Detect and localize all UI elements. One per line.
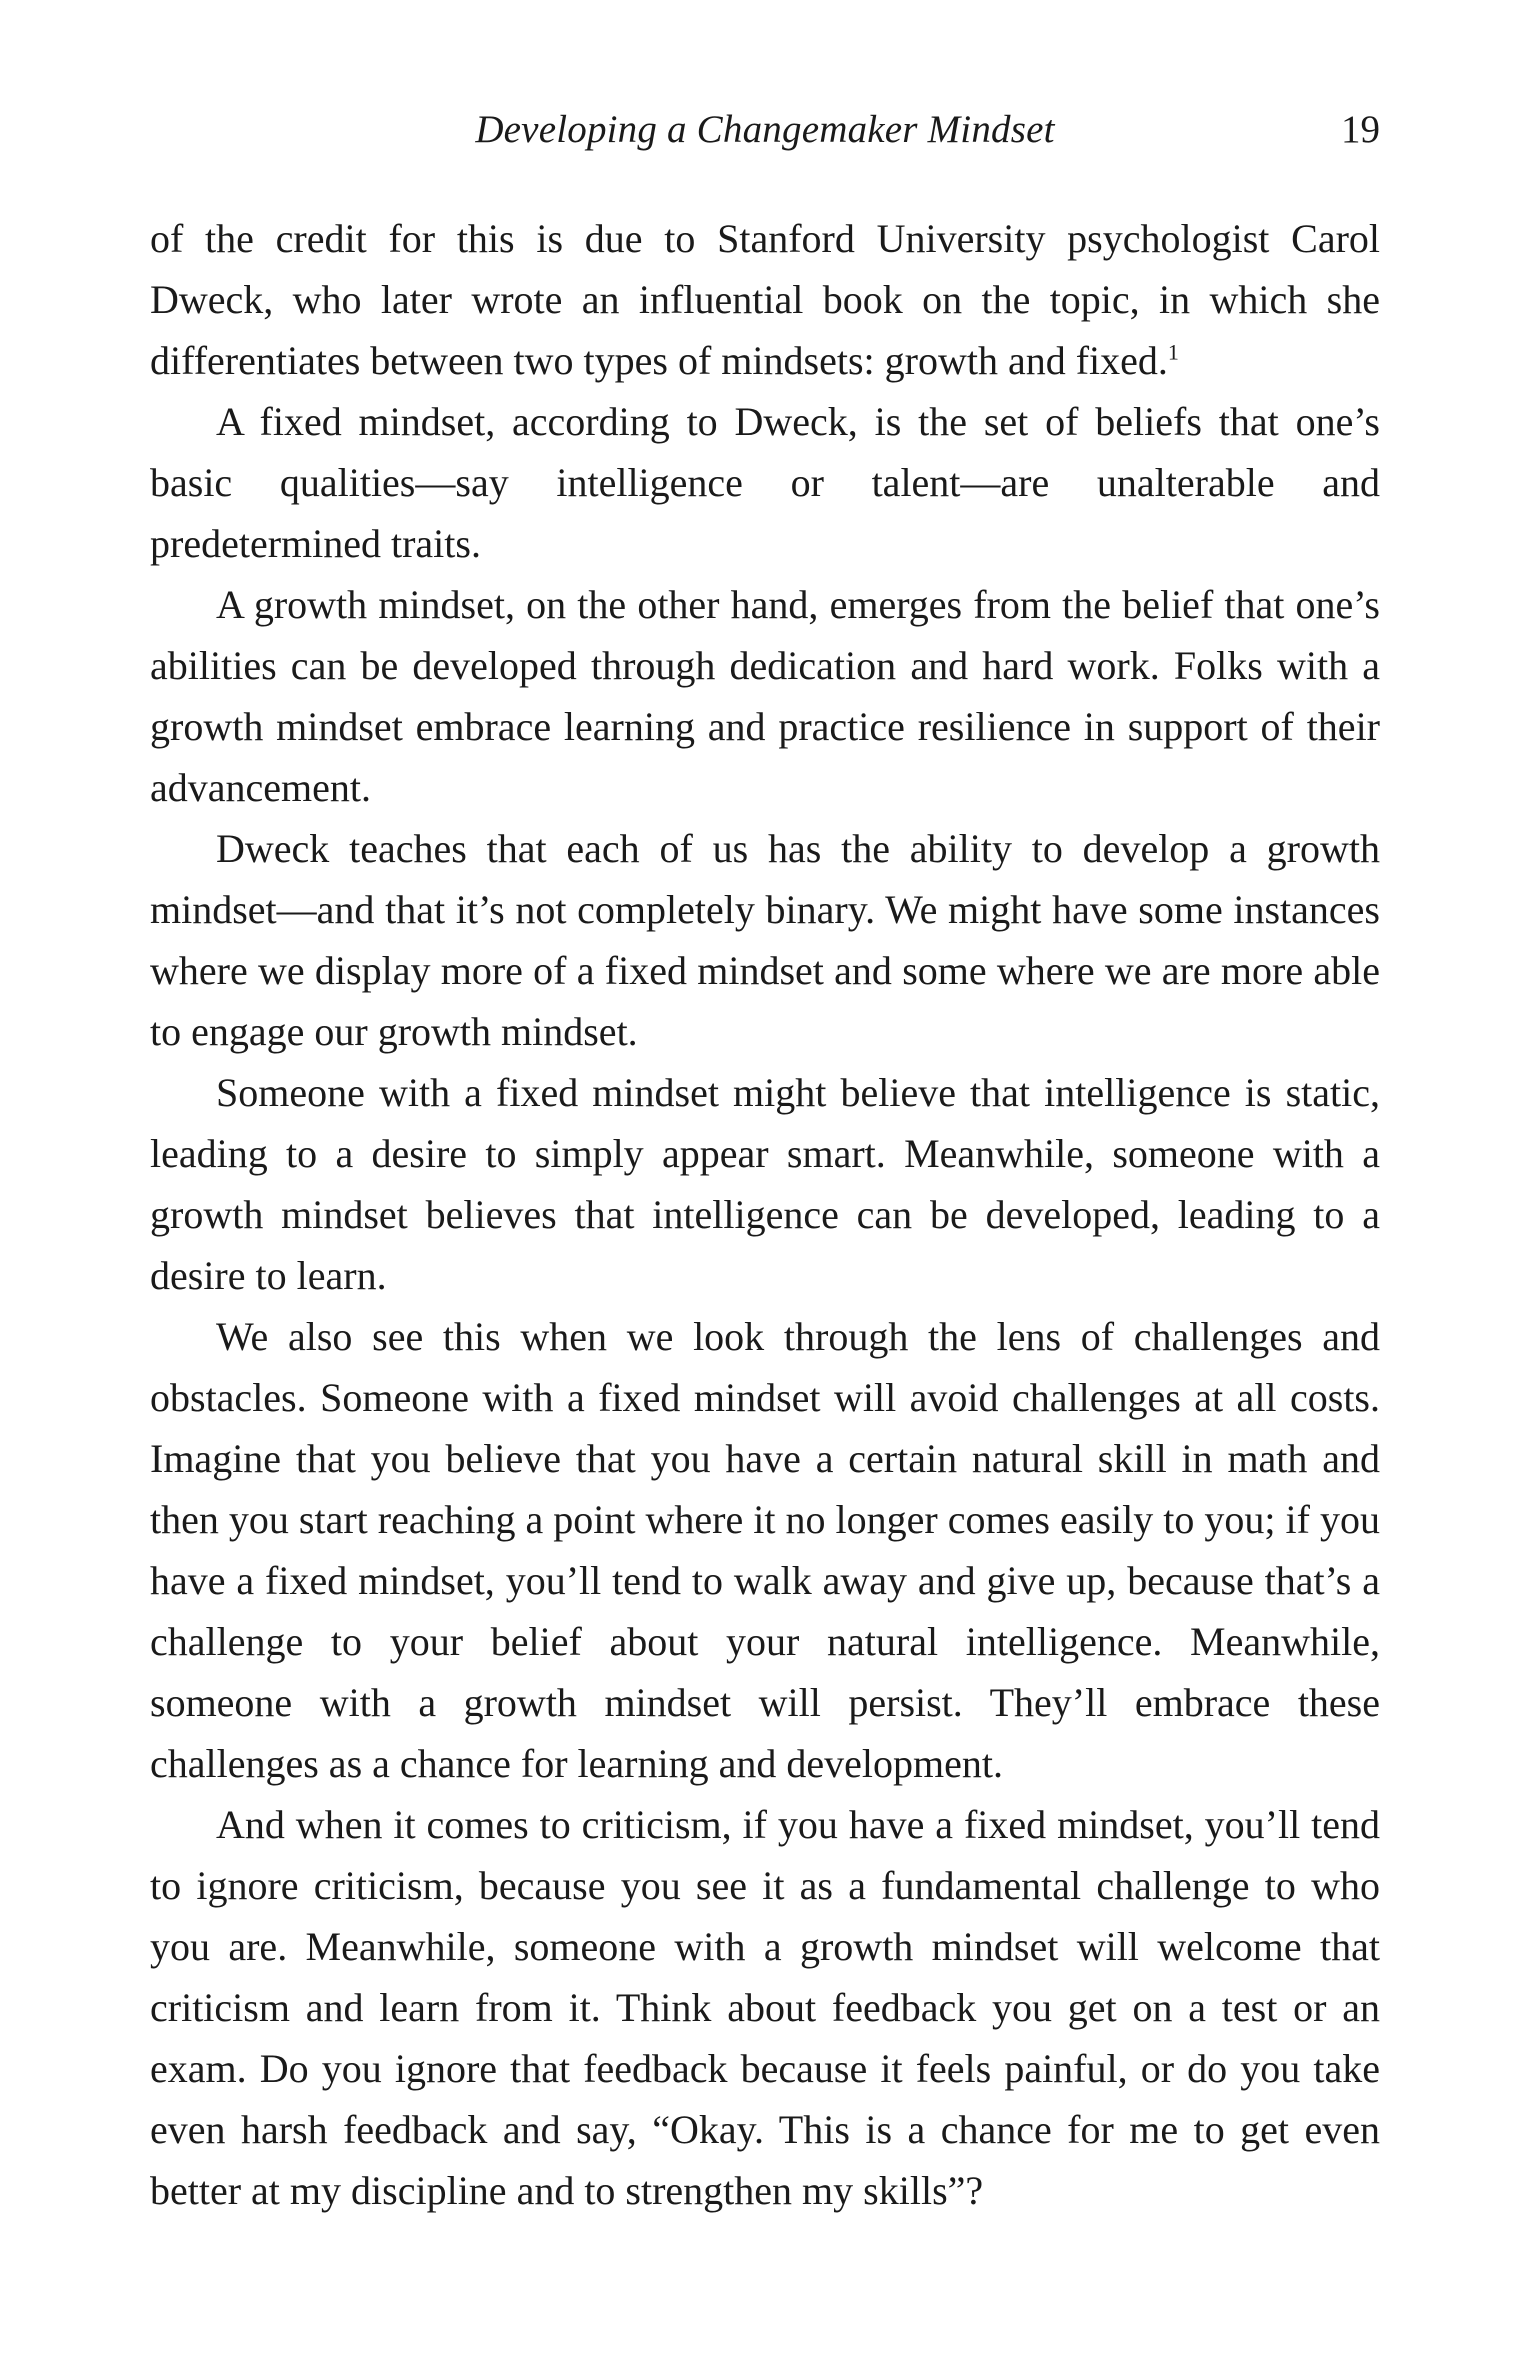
page-number: 19: [1341, 108, 1380, 151]
body-text: [150, 208, 1380, 2221]
paragraph-1: [150, 208, 1380, 391]
paragraph-2: A fixed mindset, according to Dweck, is the set of beliefs that one’s basic qualities—say intelligence or talent—are unalterable and predetermined traits.: [150, 399, 1380, 566]
footnote-marker: 1: [1167, 339, 1179, 365]
running-title: Developing a Changemaker Mindset: [475, 108, 1055, 151]
paragraph-6: We also see this when we look through the lens of challenges and obstacles. Someone with a fixed mindset will avoid challenges at all costs. Imagine that you believe that you have a certain natural skill in math and then you start reaching a point where it no longer comes easily to you; if you have a fixed mindset, you’ll tend to walk away and give up, because that’s a challenge to your belief about your natural intelligence. Meanwhile, someone with a growth mindset will persist. They’ll embrace these challenges as a chance for learning and development.: [150, 1314, 1380, 1786]
paragraph-3: A growth mindset, on the other hand, emerges from the belief that one’s abilities can be developed through dedication and hard work. Folks with a growth mindset embrace learning and practice resilience in support of their advancement.: [150, 582, 1380, 810]
paragraph-1-text: of the credit for this is due to Stanford University psychologist Carol Dweck, who later wrote an influential book on the topic, in which she differentiates between two types of mindsets: growth and fixed.: [150, 216, 1380, 383]
paragraph-4: Dweck teaches that each of us has the ability to develop a growth mindset—and that it’s not completely binary. We might have some instances where we display more of a fixed mindset and some where we are more able to engage our growth mindset.: [150, 826, 1380, 1054]
paragraph-5: Someone with a fixed mindset might believe that intelligence is static, leading to a desire to simply appear smart. Meanwhile, someone with a growth mindset believes that intelligence can be developed, leading to a desire to learn.: [150, 1070, 1380, 1298]
paragraph-7: And when it comes to criticism, if you have a fixed mindset, you’ll tend to ignore criticism, because you see it as a fundamental challenge to who you are. Meanwhile, someone with a growth mindset will welcome that criticism and learn from it. Think about feedback you get on a test or an exam. Do you ignore that feedback because it feels painful, or do you take even harsh feedback and say, “Okay. This is a chance for me to get even better at my discipline and to strengthen my skills”?: [150, 1802, 1380, 2213]
running-head: [150, 100, 1380, 160]
